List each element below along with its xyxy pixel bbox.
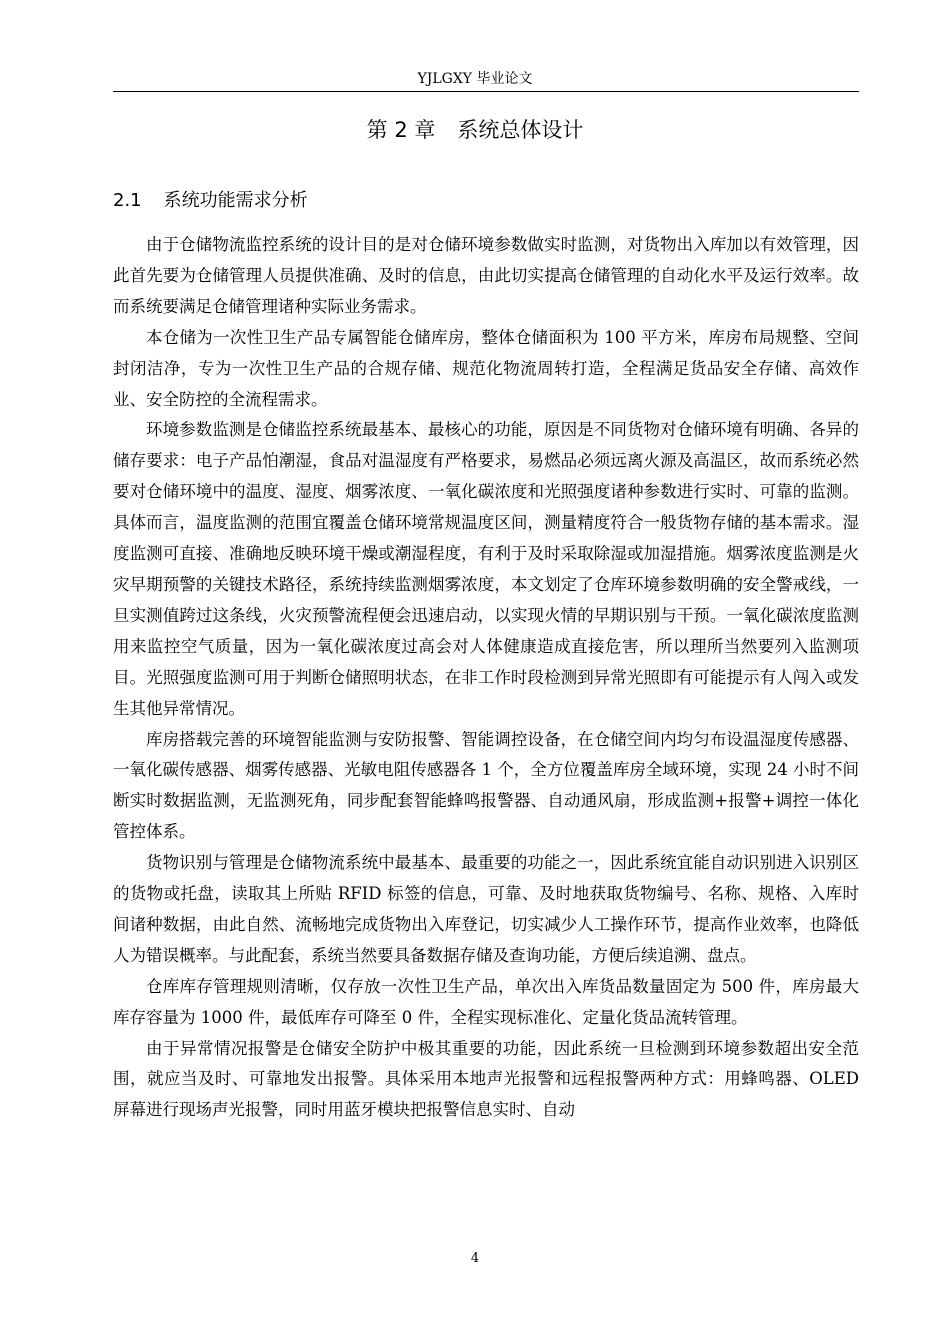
running-header: YJLGXY 毕业论文 xyxy=(417,71,533,87)
paragraph: 环境参数监测是仓储监控系统最基本、最核心的功能，原因是不同货物对仓储环境有明确、各异的储存要求：电子产品怕潮湿，食品对温湿度有严格要求，易燃品必须远离火源及高温区，故而系统必然要对仓储环境中的温度、湿度、烟雾浓度、一氧化碳浓度和光照强度诸种参数进行实时、可靠的监测。具体而言，温度监测的范围宜覆盖仓储环境常规温度区间，测量精度符合一般货物存储的基本需求。湿度监测可直接、准确地反映环境干燥或潮湿程度，有利于及时采取除湿或加湿措施。烟雾浓度监测是火灾早期预警的关键技术路径，系统持续监测烟雾浓度，本文划定了仓库环境参数明确的安全警戒线，一旦实测值跨过这条线，火灾预警流程便会迅速启动，以实现火情的早期识别与干预。一氧化碳浓度监测用来监控空气质量，因为一氧化碳浓度过高会对人体健康造成直接危害，所以理所当然要列入监测项目。光照强度监测可用于判断仓储照明状态，在非工作时段检测到异常光照即有可能提示有人闯入或发生其他异常情况。 xyxy=(113,420,859,718)
chapter-heading xyxy=(0,115,950,145)
paragraph: 货物识别与管理是仓储物流系统中最基本、最重要的功能之一，因此系统宜能自动识别进入识别区的货物或托盘，读取其上所贴 RFID 标签的信息，可靠、及时地获取货物编号、名称、规格、入库时间诸种数据，由此自然、流畅地完成货物出入库登记，切实减少人工操作环节，提高作业效率，也降低人为错误概率。与此配套，系统当然要具备数据存储及查询功能，方便后续追溯、盘点。 xyxy=(113,853,859,965)
section-number: 2.1 xyxy=(113,190,142,211)
section-title: 系统功能需求分析 xyxy=(163,190,308,211)
paragraph: 库房搭载完善的环境智能监测与安防报警、智能调控设备，在仓储空间内均匀布设温湿度传感器、一氧化碳传感器、烟雾传感器、光敏电阻传感器各 1 个，全方位覆盖库房全域环境，实现 24 小时不间断实时数据监测，无监测死角，同步配套智能蜂鸣报警器、自动通风扇，形成监测+报警+调控一体化管控体系。 xyxy=(113,729,859,842)
header-divider xyxy=(113,91,859,92)
page-number: 4 xyxy=(470,1251,480,1266)
body-text xyxy=(113,230,859,1126)
chapter-title: 系统总体设计 xyxy=(457,118,584,142)
paragraph: 由于仓储物流监控系统的设计目的是对仓储环境参数做实时监测，对货物出入库加以有效管理，因此首先要为仓储管理人员提供准确、及时的信息，由此切实提高仓储管理的自动化水平及运行效率。故而系统要满足仓储管理诸种实际业务需求。 xyxy=(113,235,859,316)
chapter-number: 第 2 章 xyxy=(366,118,436,142)
paragraph: 本仓储为一次性卫生产品专属智能仓储库房，整体仓储面积为 100 平方米，库房布局规整、空间封闭洁净，专为一次性卫生产品的合规存储、规范化物流周转打造，全程满足货品安全存储、高效作业、安全防控的全流程需求。 xyxy=(113,327,859,409)
paragraph: 由于异常情况报警是仓储安全防护中极其重要的功能，因此系统一旦检测到环境参数超出安全范围，就应当及时、可靠地发出报警。具体采用本地声光报警和远程报警两种方式：用蜂鸣器、OLED 屏幕进行现场声光报警，同时用蓝牙模块把报警信息实时、自动 xyxy=(113,1038,859,1120)
paragraph: 仓库库存管理规则清晰，仅存放一次性卫生产品，单次出入库货品数量固定为 500 件，库房最大库存容量为 1000 件，最低库存可降至 0 件，全程实现标准化、定量化货品流转管理。 xyxy=(113,976,859,1027)
section-heading xyxy=(113,187,308,215)
